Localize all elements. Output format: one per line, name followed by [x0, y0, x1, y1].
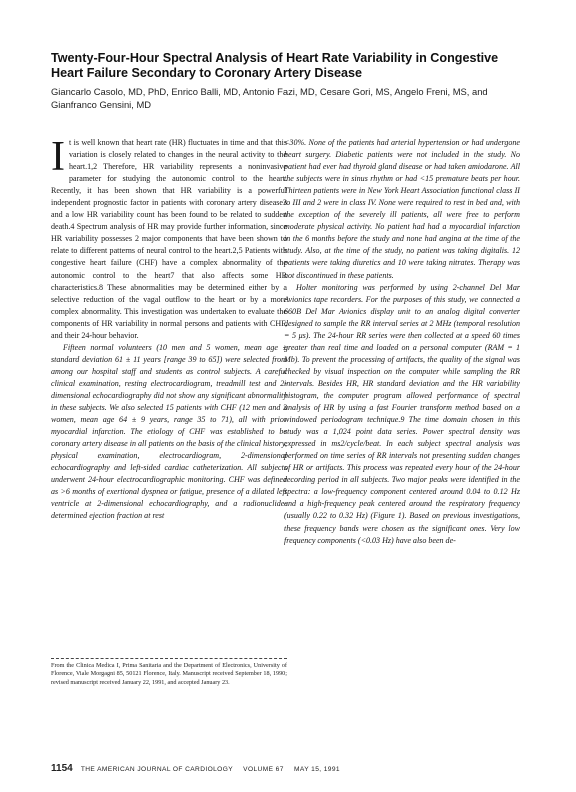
article-title: Twenty-Four-Hour Spectral Analysis of Heart Rate Variability in Congestive Heart Failure Secondary to Coronary Artery Disease: [51, 51, 499, 80]
page-number: 1154: [51, 763, 73, 774]
journal-volume: VOLUME 67: [243, 766, 284, 773]
intro-paragraph: [51, 134, 287, 342]
left-column: [51, 134, 287, 523]
author-list: Giancarlo Casolo, MD, PhD, Enrico Balli, MD, Antonio Fazi, MD, Cesare Gori, MS, Angelo Freni, MS, and Gianfranco Gensini, MD: [51, 86, 488, 110]
issue-date: MAY 15, 1991: [294, 766, 340, 773]
drop-cap: I: [51, 134, 65, 180]
holter-paragraph: Holter monitoring was performed by using 2-channel Del Mar Avionics tape recorders. For the purposes of this study, we connected a 660B Del Mar Avionics display unit to an analog digital converter designed to sample the RR interval series at 2 MHz (temporal resolution = 5 μs). The 24-hour RR series were then collected at a speed 60 times greater than real time and loaded on a personal computer (RAM = 1 Mb). To prevent the processing of artifacts, the quality of the signal was checked by visual inspection on the computer while sampling the RR intervals. Besides HR, HR standard deviation and the HR variability histogram, the computer program allowed performance of spectral analysis of HR by using a fast Fourier transform method based on a windowed periodogram technique.9 The time domain chosen in this study was a 1,024 point data series. Power spectral density was expressed in ms2/cycle/beat. In each subject spectral analysis was performed on time series of RR intervals not presenting sudden changes of HR or artifacts. This process was repeated every hour of the 24-hour recording period in all subjects. Two major peaks were identified in the spectra: a low-frequency component centered around 0.04 to 0.12 Hz and a high-frequency peak centered around the respiratory frequency (usually 0.22 to 0.32 Hz) (Figure 1). Based on previous investigations, these frequency bands were chosen as the significant ones. Very low frequency components (<0.03 Hz) have also been de-: [284, 282, 520, 545]
intro-text: t is well known that heart rate (HR) fluctuates in time and that this variation is closely related to changes in the neural activity to the heart.1,2 Therefore, HR variability represents a noninvasive parameter for studying the autonomic control to the heart. Recently, it has been shown that HR variability is a powerful independent prognostic factor in patients with coronary artery disease3 and a low HR variability count has been found to be related to sudden death.4 Spectrum analysis of HR may provide further information, since HR variability possesses 2 major components that have been shown to relate to different patterns of neural control to the heart.2,5 Patients with congestive heart failure (CHF) have a complex abnormality of the autonomic control to the heart7 that also affects some HR characteristics.8 These abnormalities may be determined either by a selective reduction of the vagal outflow to the heart or by a more complex abnormality. This investigation was undertaken to evaluate the components of HR variability in normal persons and patients with CHF, and their 24-hour behavior.: [51, 138, 287, 340]
affiliation-footnote: From the Clinica Medica I, Prima Sanitaria and the Department of Electronics, University of Florence, Viale Morgagni 85, 50121 Florence, Italy. Manuscript received September 18, 1990; revised manuscript received January 22, 1991, and accepted January 23.: [51, 662, 287, 686]
patients-paragraph: <30%. None of the patients had arterial hypertension or had undergone heart surgery. Diabetic patients were not included in the study. No patient had ever had thyroid gland disease or had taken amiodarone. All the subjects were in sinus rhythm or had <15 premature beats per hour. Thirteen patients were in New York Heart Association functional class II to III and 2 were in class IV. None were required to rest in bed and, with the exception of the severely ill patients, all were free to perform moderate physical activity. No patient had had a myocardial infarction in the 6 months before the study and none had angina at the time of the study. Also, at the time of the study, no patient was taking digitalis. 12 patients were taking diuretics and 10 were taking nitrates. Therapy was not discontinued in these patients.: [284, 138, 520, 280]
right-column: [284, 137, 520, 547]
footnote-divider: [51, 658, 287, 659]
methods-paragraph: Fifteen normal volunteers (10 men and 5 women, mean age ± standard deviation 61 ± 11 years [range 39 to 65]) were selected from among our hospital staff and students as control subjects. A careful clinical examination, resting electrocardiogram, treadmill test and 2-dimensional echocardiography did not show any significant abnormality in these subjects. We also selected 15 patients with CHF (12 men and 3 women, mean age 64 ± 9 years, range 35 to 71), all with prior myocardial infarction. The etiology of CHF was established to be coronary artery disease in all patients on the basis of the clinical history, physical examination, electrocardiogram, 2-dimensional echocardiography and left-sided cardiac catheterization. All subjects underwent 24-hour electrocardiographic monitoring. CHF was defined as >6 months of exertional dyspnea or fatigue, presence of a dilated left ventricle at 2-dimensional echocardiography, and a radionuclide-determined ejection fraction at rest: [51, 342, 287, 521]
page-footer: [51, 763, 531, 774]
journal-name: THE AMERICAN JOURNAL OF CARDIOLOGY: [80, 766, 233, 773]
